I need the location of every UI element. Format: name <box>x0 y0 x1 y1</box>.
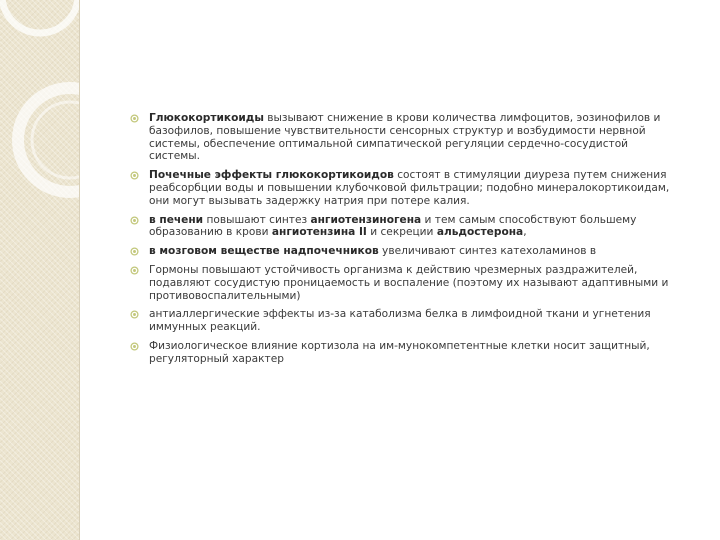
bullet-list <box>130 112 675 372</box>
list-item <box>130 308 675 334</box>
bold-term: Глюкокортикоиды <box>149 112 264 124</box>
text-segment: вызывают снижение в крови количества лимфоцитов, эозинофилов и базофилов, повышение чувствительности сенсорных структур и возбудимости нервной системы, обеспечение оптимальной симпатической регуляции сердечно-сосудистой системы. <box>149 112 661 163</box>
text-segment: антиаллергические эффекты из-за катаболизма белка в лимфоидной ткани и угнетения иммунных реакций. <box>149 308 651 334</box>
list-item <box>130 169 675 207</box>
text-segment: и тем самым способствуют большему образованию в крови <box>149 213 637 239</box>
bullet-icon <box>130 247 139 256</box>
bullet-icon <box>130 266 139 275</box>
panel-divider <box>79 0 80 540</box>
bold-term: в мозговом веществе надпочечников <box>149 245 379 258</box>
bullet-icon <box>130 310 139 319</box>
text-segment: Физиологическое влияние кортизола на им-мунокомпетентные клетки носит защитный, регуляторный характер <box>149 339 650 365</box>
bullet-icon <box>130 171 139 180</box>
text-segment: , <box>523 226 527 239</box>
bold-term: ангиотензиногена <box>310 213 422 226</box>
bullet-icon <box>130 216 139 225</box>
text-segment: повышают синтез <box>203 213 311 226</box>
text-segment: Гормоны повышают устойчивость организма к действию чрезмерных раздражителей, подавляют сосудистую проницаемость и воспаление (поэтому их называют адаптивными и противовоспалительными) <box>149 263 669 302</box>
bold-term: в печени <box>149 213 204 226</box>
bold-term: Почечные эффекты глюкокортикоидов <box>149 169 394 182</box>
bold-term: альдостерона <box>436 226 524 239</box>
text-segment: и секреции <box>366 226 437 239</box>
bold-term: ангиотензина II <box>271 226 367 239</box>
decorative-circles <box>0 0 79 540</box>
list-item <box>130 264 675 302</box>
bullet-icon <box>130 114 139 123</box>
text-segment: состоят в стимуляции диуреза путем снижения реабсорбции воды и повышении клубочковой фильтрации; подобно минералокортикоидам, они могут вызывать задержку натрия при потере калия. <box>149 169 670 207</box>
list-item <box>130 112 675 163</box>
decorative-side-panel <box>0 0 79 540</box>
list-item <box>130 340 675 366</box>
text-segment: увеличивают синтез катехоламинов в <box>378 245 597 258</box>
bullet-icon <box>130 342 139 351</box>
list-item <box>130 214 675 240</box>
list-item <box>130 245 675 258</box>
